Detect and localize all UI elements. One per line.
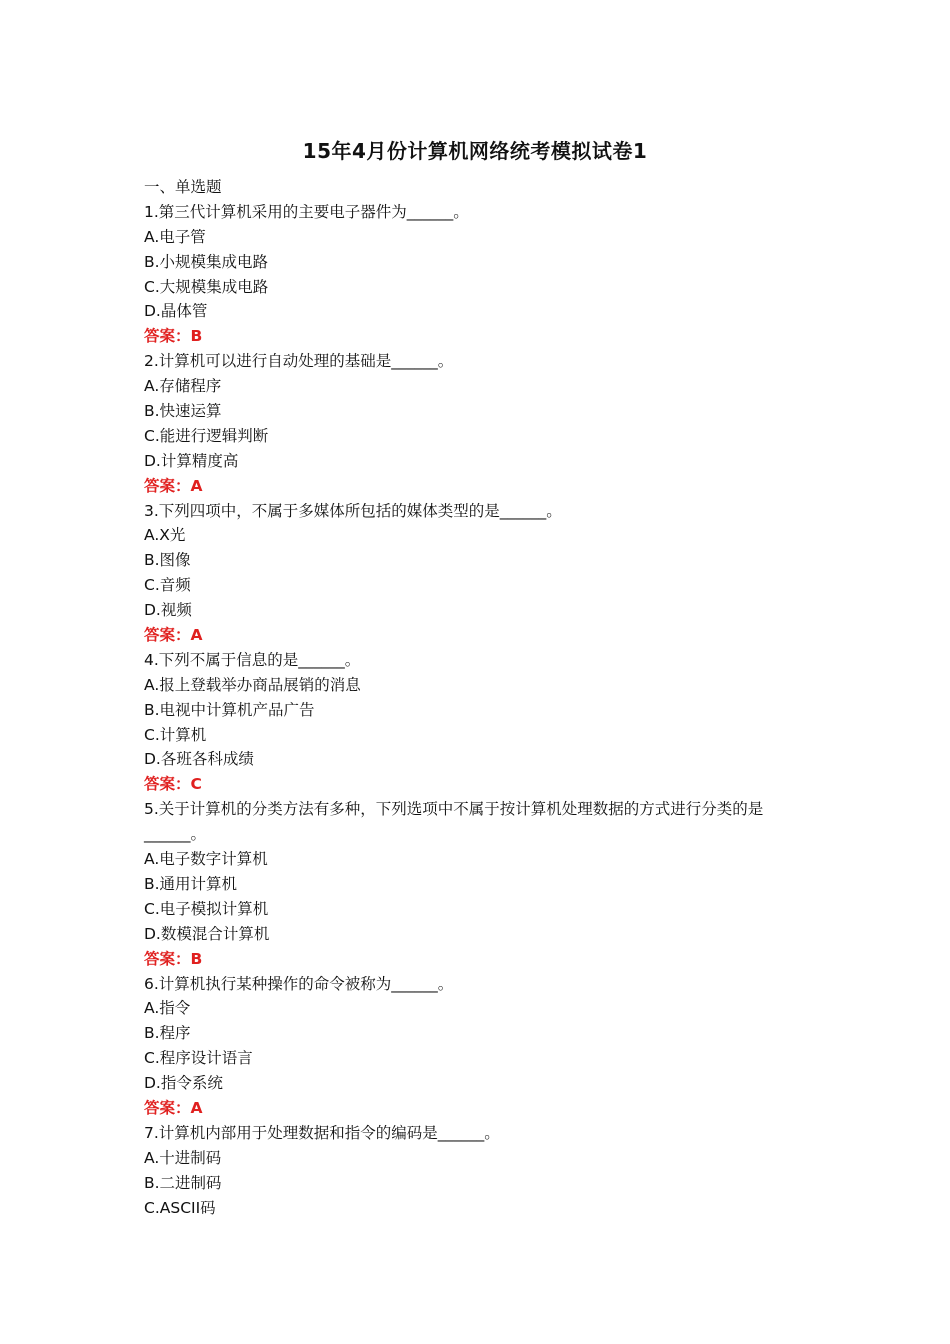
question-text: 4.下列不属于信息的是______。 <box>144 650 361 669</box>
document-title: 15年4月份计算机网络统考模拟试卷1 <box>302 139 648 163</box>
question-block <box>144 499 809 648</box>
answer-text: 答案：C <box>144 775 202 794</box>
option-a: A.十进制码 <box>144 1148 222 1167</box>
option-a: A.电子数字计算机 <box>144 850 268 869</box>
question-block <box>144 200 809 349</box>
question-block <box>144 797 809 971</box>
answer-text: 答案：A <box>144 1098 203 1117</box>
option-d: D.各班各科成绩 <box>144 750 254 769</box>
option-c: C.程序设计语言 <box>144 1049 253 1068</box>
question-text: 6.计算机执行某种操作的命令被称为______。 <box>144 974 454 993</box>
answer-text: 答案：A <box>144 626 203 645</box>
option-b: B.小规模集成电路 <box>144 252 269 271</box>
section-heading: 一、单选题 <box>144 178 222 196</box>
question-block <box>144 349 809 498</box>
option-b: B.电视中计算机产品广告 <box>144 700 315 719</box>
option-b: B.程序 <box>144 1024 191 1043</box>
option-b: B.图像 <box>144 551 191 570</box>
option-c: C.大规模集成电路 <box>144 277 269 296</box>
option-a: A.报上登载举办商品展销的消息 <box>144 675 361 694</box>
option-d: D.晶体管 <box>144 302 208 321</box>
question-text: 3.下列四项中，不属于多媒体所包括的媒体类型的是______。 <box>144 501 562 520</box>
question-text: 5.关于计算机的分类方法有多种，下列选项中不属于按计算机处理数据的方式进行分类的是______。 <box>144 800 764 844</box>
answer-text: 答案：B <box>144 327 203 346</box>
option-a: A.电子管 <box>144 227 206 246</box>
question-block <box>144 1121 809 1221</box>
option-b: B.快速运算 <box>144 402 222 421</box>
option-b: B.通用计算机 <box>144 874 238 893</box>
option-d: D.计算精度高 <box>144 451 239 470</box>
question-text: 7.计算机内部用于处理数据和指令的编码是______。 <box>144 1123 500 1142</box>
option-b: B.二进制码 <box>144 1173 222 1192</box>
option-c: C.电子模拟计算机 <box>144 899 269 918</box>
question-text: 1.第三代计算机采用的主要电子器件为______。 <box>144 202 469 221</box>
option-a: A.指令 <box>144 999 191 1018</box>
answer-text: 答案：A <box>144 476 203 495</box>
option-c: C.ASCII码 <box>144 1198 216 1217</box>
option-c: C.音频 <box>144 576 191 595</box>
option-c: C.计算机 <box>144 725 207 744</box>
document-content <box>144 175 809 1220</box>
question-block <box>144 972 809 1121</box>
option-a: A.X光 <box>144 526 186 545</box>
question-text: 2.计算机可以进行自动处理的基础是______。 <box>144 352 454 371</box>
option-c: C.能进行逻辑判断 <box>144 426 269 445</box>
option-d: D.指令系统 <box>144 1074 223 1093</box>
answer-text: 答案：B <box>144 949 203 968</box>
question-block <box>144 648 809 797</box>
option-a: A.存储程序 <box>144 377 222 396</box>
option-d: D.数模混合计算机 <box>144 924 270 943</box>
option-d: D.视频 <box>144 601 192 620</box>
